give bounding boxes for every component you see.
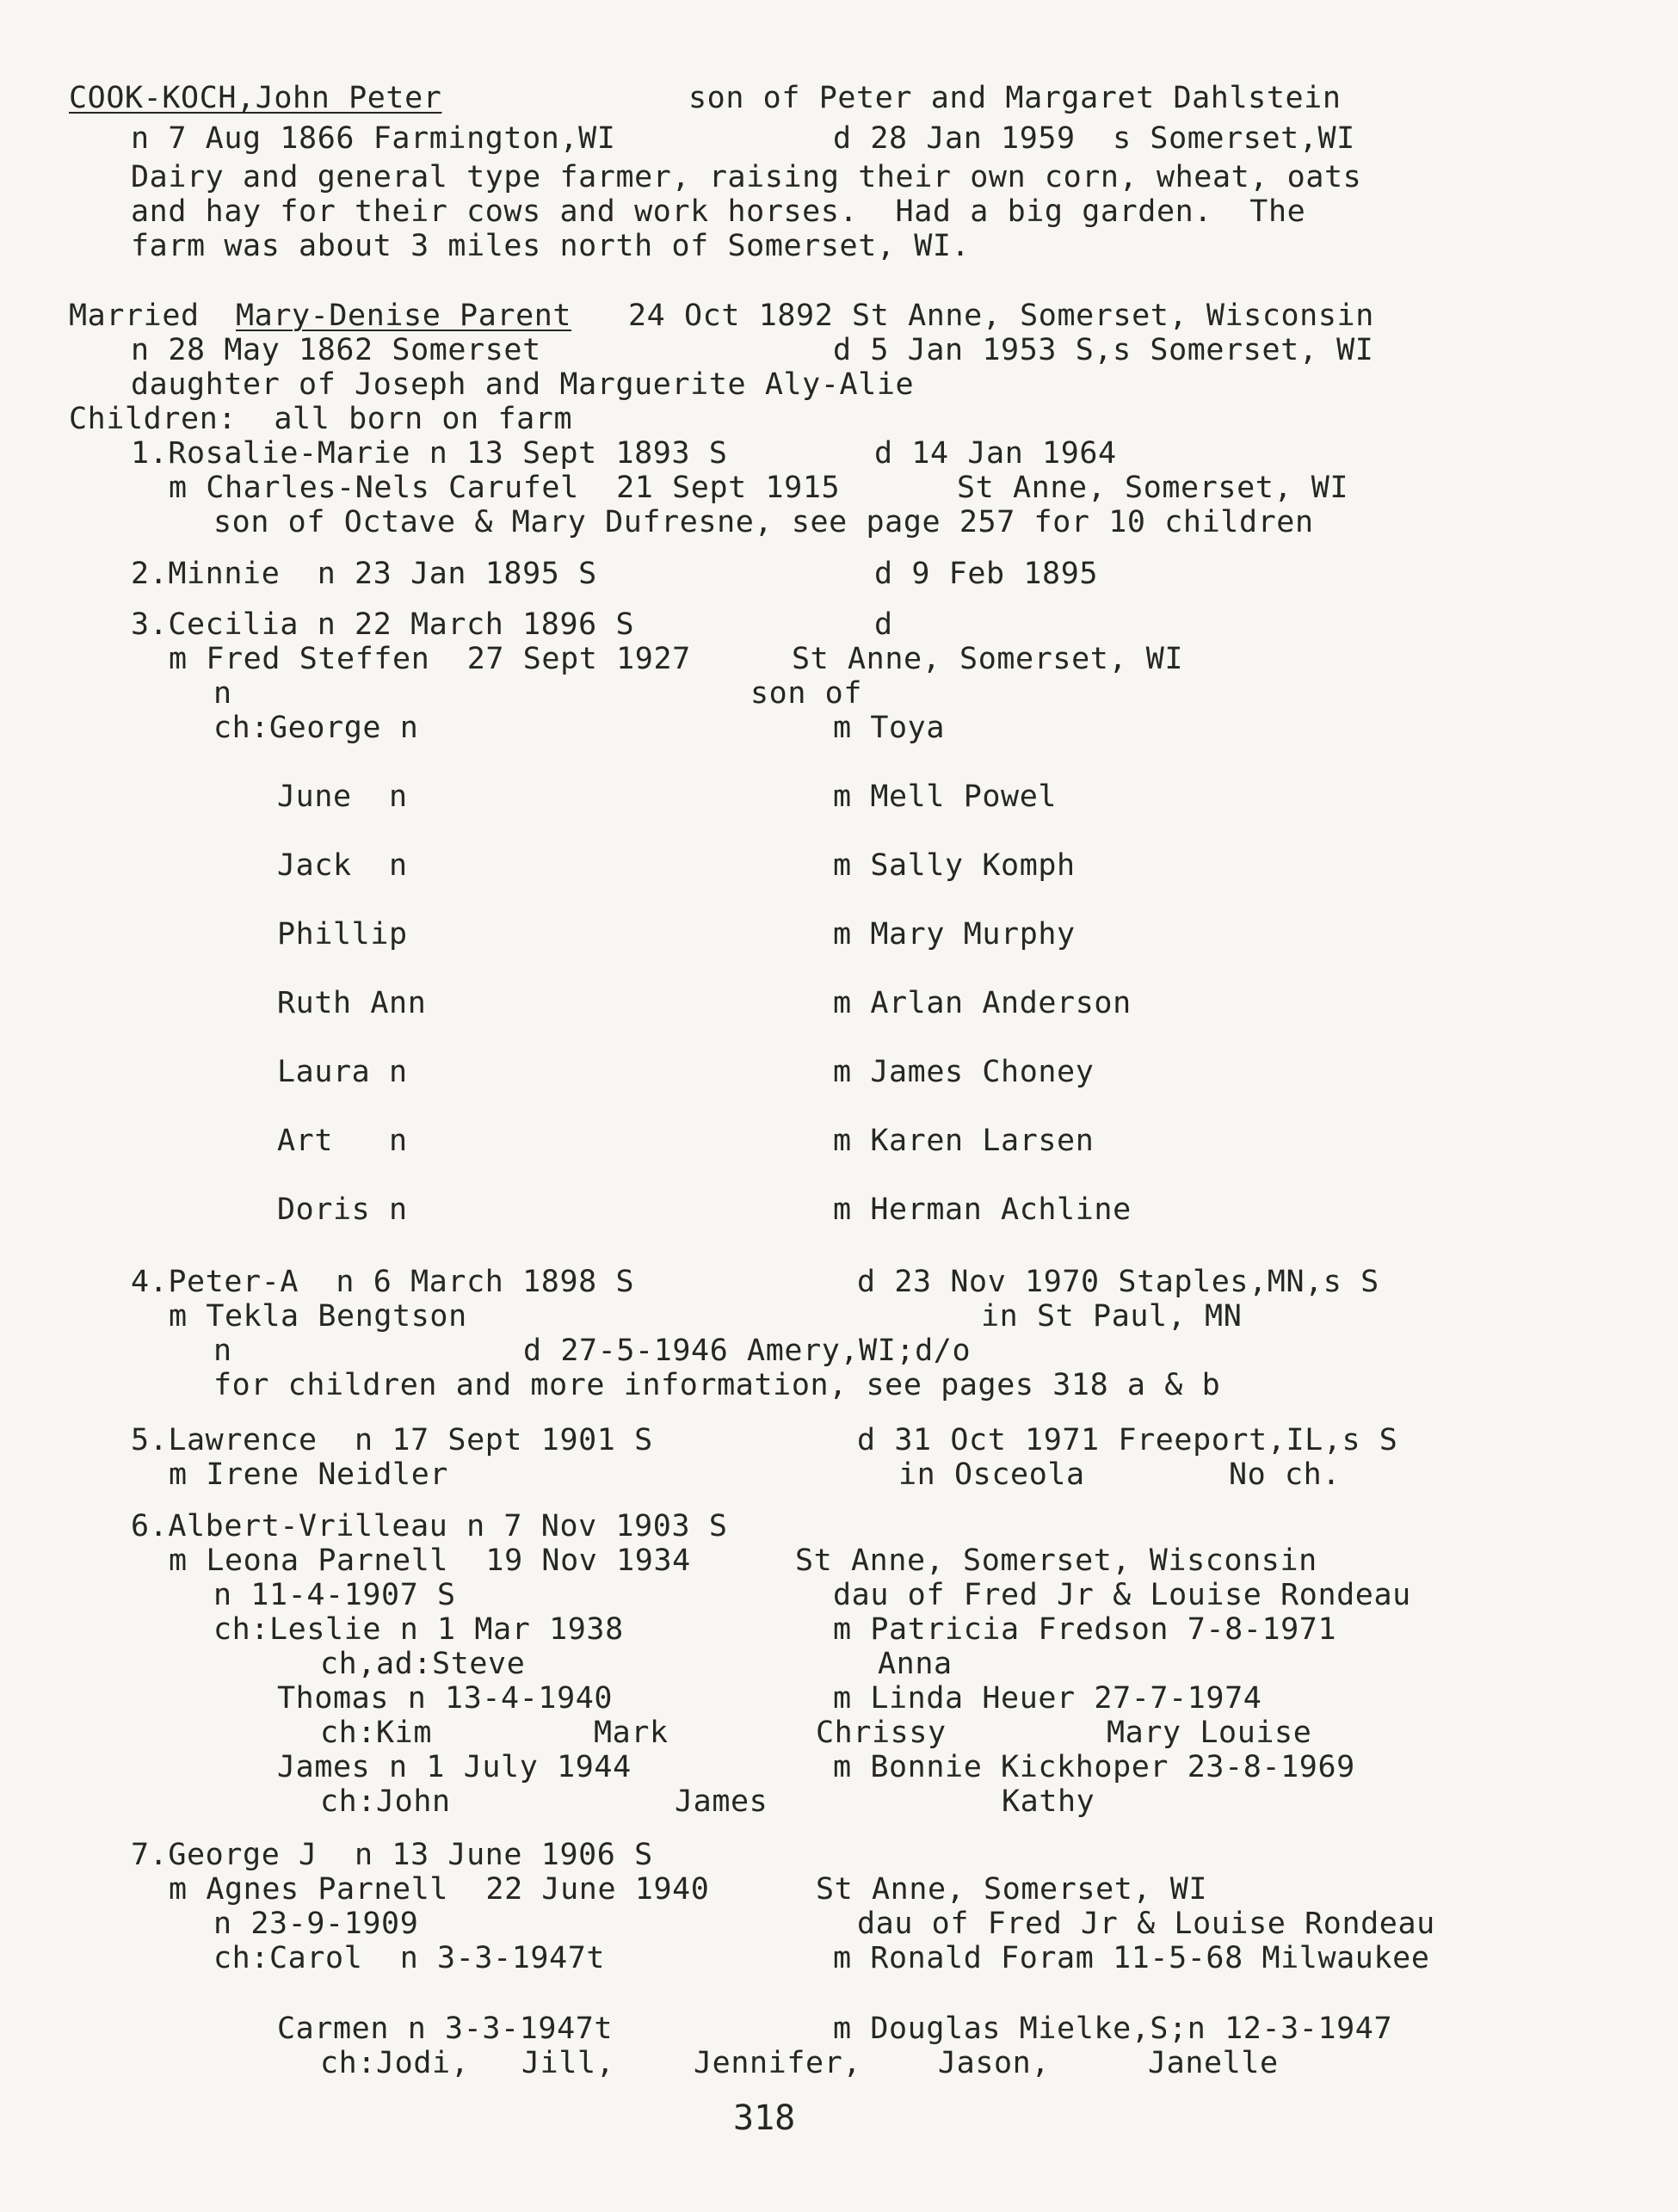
- marriage-detail: 24 Oct 1892 St Anne, Somerset, Wisconsin: [628, 299, 1374, 333]
- children-header: Children: all born on farm: [69, 402, 573, 436]
- child-1-marriage: m Charles-Nels Carufel 21 Sept 1915: [169, 471, 841, 505]
- grandchild-spouse: m Mell Powel: [833, 779, 1058, 814]
- child-1-entry: 1.Rosalie-Marie n 13 Sept 1893 S: [131, 436, 728, 471]
- spouse-name: Mary-Denise Parent: [236, 299, 572, 333]
- grandchild-spouse: m Bonnie Kickhoper 23-8-1969: [833, 1750, 1355, 1784]
- grandchild-spouse: m James Choney: [833, 1055, 1095, 1089]
- child-7-entry: 7.George J n 13 June 1906 S: [131, 1838, 653, 1872]
- child-2-death: d 9 Feb 1895: [874, 557, 1099, 591]
- description-line: Dairy and general type farmer, raising their own corn, wheat, oats: [131, 160, 1362, 194]
- grandchild-spouse: m Patricia Fredson 7-8-1971: [833, 1612, 1337, 1647]
- child-5-entry: 5.Lawrence n 17 Sept 1901 S: [131, 1423, 653, 1457]
- grandchild-spouse: m Sally Komph: [833, 848, 1076, 883]
- spouse-death: d 5 Jan 1953 S,s Somerset, WI: [833, 333, 1374, 367]
- child-4-death: d 23 Nov 1970 Staples,MN,s S: [857, 1265, 1379, 1299]
- grandchild-name: Art n: [277, 1124, 408, 1158]
- child-1-place: St Anne, Somerset, WI: [957, 471, 1349, 505]
- great-grandchildren: ch:Kim: [320, 1716, 433, 1750]
- subject-parents: son of Peter and Margaret Dahlstein: [688, 81, 1342, 115]
- grandchild-name: Thomas n 13-4-1940: [277, 1681, 614, 1716]
- child-4-spouse-death: d 27-5-1946 Amery,WI;d/o: [523, 1334, 972, 1368]
- grandchild-spouse: m Karen Larsen: [833, 1124, 1095, 1158]
- great-grandchildren: Mark: [594, 1716, 669, 1750]
- great-grandchildren: ch:Jodi,: [320, 2046, 470, 2080]
- child-3-death: d: [874, 607, 893, 642]
- great-grandchildren: Mary Louise: [1107, 1716, 1312, 1750]
- great-grandchildren: Jason,: [938, 2046, 1051, 2080]
- spouse-parents: daughter of Joseph and Marguerite Aly-Alie: [131, 367, 915, 402]
- grandchild-name: Carmen n 3-3-1947t: [277, 2012, 614, 2046]
- grandchild-spouse: m Herman Achline: [833, 1192, 1132, 1227]
- child-5-note: No ch.: [1229, 1457, 1342, 1492]
- child-7-spouse-birth: n 23-9-1909: [213, 1907, 419, 1941]
- child-6-place: St Anne, Somerset, Wisconsin: [795, 1543, 1317, 1578]
- grandchild-name: Laura n: [277, 1055, 408, 1089]
- subject-death: d 28 Jan 1959 s Somerset,WI: [833, 121, 1355, 156]
- great-grandchildren: Chrissy: [816, 1716, 947, 1750]
- description-line: farm was about 3 miles north of Somerset, WI.: [131, 229, 971, 263]
- child-2-entry: 2.Minnie n 23 Jan 1895 S: [131, 557, 597, 591]
- great-grandchildren: Jennifer,: [694, 2046, 862, 2080]
- child-3-place: St Anne, Somerset, WI: [792, 642, 1184, 676]
- child-5-marriage: m Irene Neidler: [169, 1457, 449, 1492]
- child-4-entry: 4.Peter-A n 6 March 1898 S: [131, 1265, 635, 1299]
- child-5-place: in Osceola: [898, 1457, 1085, 1492]
- grandchild-name: Jack n: [277, 848, 408, 883]
- child-1-spouse-parents: son of Octave & Mary Dufresne, see page 257 for 10 children: [213, 505, 1314, 539]
- grandchild-name: ch:George n: [213, 711, 419, 745]
- child-3-spouse-birth: n: [213, 676, 232, 711]
- great-grandchildren: James: [675, 1784, 768, 1819]
- child-6-marriage: m Leona Parnell 19 Nov 1934: [169, 1543, 691, 1578]
- spouse-birth: n 28 May 1862 Somerset: [131, 333, 541, 367]
- great-grandchildren: ch,ad:Steve: [320, 1647, 526, 1681]
- child-7-place: St Anne, Somerset, WI: [816, 1872, 1208, 1907]
- child-3-spouse-parents: son of: [750, 676, 863, 711]
- child-6-spouse-birth: n 11-4-1907 S: [213, 1578, 456, 1612]
- grandchild-spouse: m Ronald Foram 11-5-68 Milwaukee: [833, 1941, 1430, 1975]
- child-4-marriage: m Tekla Bengtson: [169, 1299, 467, 1334]
- subject-birth: n 7 Aug 1866 Farmington,WI: [131, 121, 616, 156]
- grandchild-name: June n: [277, 779, 408, 814]
- child-7-spouse-parents: dau of Fred Jr & Louise Rondeau: [857, 1907, 1435, 1941]
- page-number: 318: [733, 2098, 796, 2138]
- description-line: and hay for their cows and work horses. Had a big garden. The: [131, 194, 1306, 229]
- great-grandchildren: Janelle: [1148, 2046, 1279, 2080]
- grandchild-name: Doris n: [277, 1192, 408, 1227]
- grandchild-name: ch:Carol n 3-3-1947t: [213, 1941, 606, 1975]
- child-1-death: d 14 Jan 1964: [874, 436, 1117, 471]
- child-4-note: for children and more information, see pages 318 a & b: [213, 1368, 1221, 1402]
- child-3-marriage: m Fred Steffen 27 Sept 1927: [169, 642, 691, 676]
- grandchild-spouse: m Toya: [833, 711, 946, 745]
- grandchild-name: ch:Leslie n 1 Mar 1938: [213, 1612, 624, 1647]
- grandchild-spouse: m Mary Murphy: [833, 917, 1076, 952]
- great-grandchildren: Jill,: [521, 2046, 615, 2080]
- subject-name: COOK-KOCH,John Peter: [69, 81, 442, 115]
- grandchild-spouse: m Linda Heuer 27-7-1974: [833, 1681, 1262, 1716]
- great-grandchildren: ch:John: [320, 1784, 451, 1819]
- child-4-place: in St Paul, MN: [981, 1299, 1243, 1334]
- married-label: Married: [69, 299, 200, 333]
- grandchild-name: James n 1 July 1944: [277, 1750, 632, 1784]
- grandchild-name: Phillip: [277, 917, 408, 952]
- child-4-spouse-birth: n: [213, 1334, 232, 1368]
- grandchild-name: Ruth Ann: [277, 986, 427, 1020]
- grandchild-spouse: m Douglas Mielke,S;n 12-3-1947: [833, 2012, 1393, 2046]
- great-grandchildren: Kathy: [1002, 1784, 1095, 1819]
- great-grandchildren: Anna: [878, 1647, 953, 1681]
- grandchild-spouse: m Arlan Anderson: [833, 986, 1132, 1020]
- child-3-entry: 3.Cecilia n 22 March 1896 S: [131, 607, 635, 642]
- child-5-death: d 31 Oct 1971 Freeport,IL,s S: [857, 1423, 1398, 1457]
- child-7-marriage: m Agnes Parnell 22 June 1940: [169, 1872, 710, 1907]
- child-6-spouse-parents: dau of Fred Jr & Louise Rondeau: [833, 1578, 1411, 1612]
- child-6-entry: 6.Albert-Vrilleau n 7 Nov 1903 S: [131, 1509, 728, 1543]
